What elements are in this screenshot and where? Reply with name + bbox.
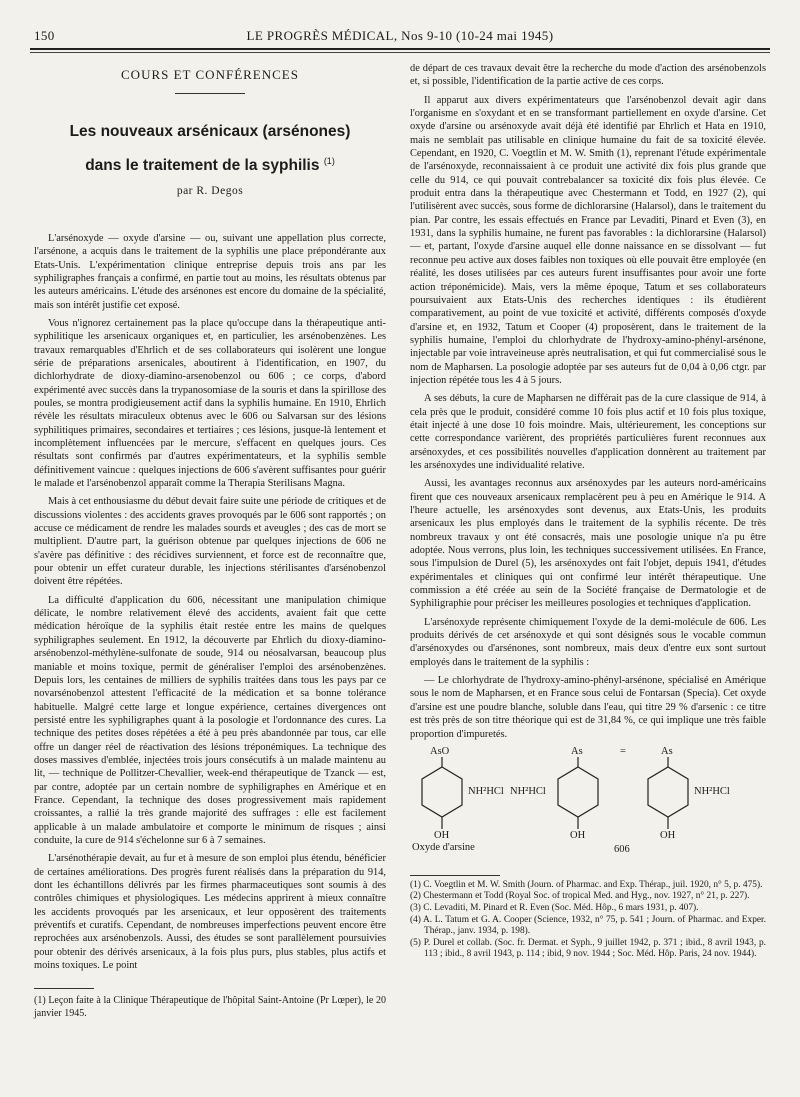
footnote: (1) Leçon faite à la Clinique Thérapeutique de l'hôpital Saint-Antoine (Pr Lœper), le 20 janvier 1945. bbox=[34, 995, 386, 1019]
article-title-text: dans le traitement de la syphilis bbox=[85, 157, 320, 175]
formula-label: OH bbox=[434, 829, 450, 841]
article-title-line1: Les nouveaux arsénicaux (arsénones) bbox=[69, 123, 351, 141]
journal-title: LE PROGRÈS MÉDICAL, Nos 9-10 (10-24 mai 1945) bbox=[246, 28, 554, 43]
reference-item: (1) C. Voegtlin et M. W. Smith (Journ. of Pharmac. and Exp. Thérap., juil. 1920, n° 5, p. 475). bbox=[410, 879, 763, 890]
reference-item: (3) C. Levaditi, M. Pinard et R. Even (Soc. Méd. Hôp., 6 mars 1931, p. 407). bbox=[410, 903, 699, 914]
title-footnote-marker: (1) bbox=[323, 156, 335, 167]
formula-label: As bbox=[661, 745, 673, 757]
formula-caption: Oxyde d'arsine bbox=[412, 841, 475, 853]
benzene-ring-left bbox=[422, 767, 462, 817]
header-rule-thin bbox=[30, 52, 770, 53]
running-head bbox=[34, 28, 766, 50]
chemical-formula-figure bbox=[410, 745, 766, 865]
paragraph: L'arsénoxyde représente chimiquement l'oxyde de la demi-molécule de 606. Les produits dérivés de cet arsénoxyde et qui sont désignés sous le vocable commun d'arsénoxydes ou d'arsénones, sont nombreux, mais deux d'entre eux sont surtout employés dans le traitement de la syphilis : bbox=[410, 616, 766, 668]
section-rule bbox=[175, 93, 245, 94]
paragraph: A ses débuts, la cure de Mapharsen ne différait pas de la cure classique de 914, à cela près que le produit, considéré comme 10 fois plus actif et 10 fois plus toxique, était injecté à une dose 10 fois moindre. Mais, ultérieurement, les conceptions sur cette correspondance varièrent, des propriétés particulières furent reconnues aux arsénoxydes, et ces possibilités nouvelles d'application donnèrent au traitement par les arsénoxydes une individualité relative. bbox=[410, 393, 766, 471]
paragraph: Vous n'ignorez certainement pas la place qu'occupe dans la thérapeutique anti-syphilitique les arsenicaux organiques et, en particulier, les arsénobenzènes. Les travaux remarquables d'Ehrlich et de ses collaborateurs qui isolèrent une longue série de préparations arsenicales, aboutirent à l'identification, en 1907, du dichlorhydrate de dioxy-diamino-arsenobenzol ou 606 ; ce corps, d'abord expérimenté avec succès dans la trypanosomiase de la souris et dans la spirillose des poules, se montra prodigieusement actif dans la syphilis humaine. En 1910, Ehrlich révèle les résultats miraculeux obtenus avec le 606 ou Salvarsan sur des lésions syphilitiques primaires, secondaires et tertiaires ; ces lésions, jusque-là lentement et incomplètement influencées par le mercure, s'effacent en quelques jours. Ces résultats sont confirmés par d'autres expérimentateurs, et la syphilis semble définitivement vaincue : quelques injections de 606 s'avèrent suffisantes pour guérir le malade et l'arsénobenzol apparaît comme la Therapia Sterilisans Magna. bbox=[34, 317, 386, 490]
left-column bbox=[34, 62, 386, 1021]
paragraph: de départ de ces travaux devait être la recherche du mode d'action des arsénobenzols et, si possible, l'identification de la partie active de ces corps. bbox=[410, 63, 766, 88]
header-rule bbox=[30, 48, 770, 50]
byline: par R. Degos bbox=[176, 184, 244, 197]
page-number: 150 bbox=[34, 28, 55, 43]
references-rule bbox=[410, 875, 500, 876]
paragraph: La difficulté d'application du 606, nécessitant une manipulation chimique délicate, le nombre relativement élevé des accidents, avaient fait que cette médication héroïque de la syphilis était restée entre les mains de quelques syphiligraphes seulement. En 1912, la découverte par Ehrlich du dioxy-diamino-arsénobenzol-méthylène-sulfonate de soude, 914 ou néosalvarsan, beaucoup plus maniable et moins toxique, permit de généraliser l'emploi des arsénobenzènes. Depuis lors, les centaines de milliers de syphilis traitées dans tous les pays par ce novarsénobenzol attestent l'efficacité de la médication et sa bonne tolérance habituelle. Malgré cette large et longue expérience, certaines divergences ont persisté entre les syphiligraphes quant à la posologie et l'ordonnance des cures. La technique des petites doses répétées a été à peu près abandonnée par tous, car elle offre un danger réel de réactivation des lésions tréponémiques. La technique des doses massives d'emblée, injectées trois jours consécutifs à un malade maintenu au lit, — technique de Pollitzer-Chevallier, week-end thérapeutique de Tzanck — est, par contre, adoptée par un certain nombre de syphiligraphes en Amérique et en France. Cependant, la technique des doses progressivement mais rapidement croissantes, a rallié la très grande majorité des suffrages : elle est facilement applicable à un malade ambulatoire et comporte le minimum de risques ; ainsi conduite, la cure de 914 s'échelonne sur 6 à 7 semaines. bbox=[34, 594, 386, 846]
formula-label: = bbox=[620, 745, 626, 757]
reference-item: (5) P. Durel et collab. (Soc. fr. Dermat. et Syph., 9 juillet 1942, p. 371 ; ibid., 8 avril 1943, p. 113 ; ibid., 8 avril 1943, p. 114 ; ibid, 9 nov. 1944 ; Soc. Méd. Hôp. Paris, 24 nov. 1944). bbox=[410, 937, 766, 960]
paragraph: L'arsénoxyde — oxyde d'arsine — ou, suivant une appellation plus correcte, l'arsénone, a acquis dans le traitement de la syphilis une place prépondérante aux Etats-Unis. L'expérimentation clinique entreprise depuis trois ans par les syphiligraphes français a confirmé, en partie tout au moins, les résultats obtenus par les auteurs américains. L'étude des arsénones est encore du domaine de la spécialité, mais son intérêt justifie cet exposé. bbox=[34, 232, 386, 311]
formula-label: As bbox=[571, 745, 583, 757]
paragraph: Il apparut aux divers expérimentateurs que l'arsénobenzol devait agir dans l'organisme en s'oxydant et en se transformant partiellement en oxyde d'arsine. Cet oxyde d'arsine ou arsénoxyde avait déjà été identifié par Ehrlich et Hata en 1910, mais ne semblait pas utilisable en clinique humaine du fait de sa toxicité élevée. Cependant, en 1920, C. Voegtlin et M. W. Smith (1), reprenant l'étude expérimentale de l'arsénoxyde, reconnaissaient à ce produit une activité dix fois plus grande que celle du 914, ce qui pouvait contrebalancer sa toxicité dix fois plus élevée. Ce produit entra dans la thérapeutique avec Chestermann et Todd, en 1927 (2), qui l'utilisèrent avec succès, sous forme de dichlorarsine (Halarsol), dans le traitement du pian. Par contre, les essais effectués en France par Levaditi, Pinard et Even (3), en 1931, dans la syphilis humaine, ne furent pas favorables : la dichlorarsine (Halarsol) — et, partant, l'oxyde d'arsine auquel elle donne naissance en se dissolvant — fut reconnue peu active aux doses faibles non toxiques où elle pouvait être employée (en réalité, les doses utilisées par ces auteurs furent insuffisantes pour avoir une forte action tréponémicide). Mais, vers la même époque, Tatum et ses collaborateurs poursuivaient aux Etats-Unis des recherches identiques : ils étudièrent comparativement, au point de vue toxicité et activité, différents composés d'oxyde d'arsine et, en 1932, Tatum et Cooper (4) proposèrent, dans le traitement de la syphilis humaine, l'emploi du chlorhydrate de l'hydroxy-amino-phényl-arsénone, injectable par voie intraveineuse après neutralisation, et qui fut commercialisé sous le nom de Mapharsen. La posologie adoptée par ses auteurs fut de 0,04 à 0,06 ctgr. par injection répétée tous les 4 à 5 jours. bbox=[410, 94, 766, 386]
paragraph: L'arsénothérapie devait, au fur et à mesure de son emploi plus étendu, bénéficier de certaines améliorations. Des progrès furent réalisés dans la préparation du 914, dont les échantillons délivrés par les firmes pharmaceutiques sont soumis à des contrôles chimiques et physiologiques. Les médecins apprirent à mieux connaître les accidents provoqués par les arsenicaux, et leur opposèrent des traitements préventifs et curatifs. Cependant, de nombreuses imperfections peuvent encore être reprochées aux arsénobenzols. Aussi, des études se sont parallèlement poursuivies pour obtenir des dérivés arsenicaux, à la fois plus purs, plus stables, plus actifs et moins toxiques. Le point bbox=[34, 853, 386, 972]
article-title-line2 bbox=[34, 149, 386, 178]
reference-item: (2) Chestermann et Todd (Royal Soc. of tropical Med. and Hyg., nov. 1927, n° 21, p. 227). bbox=[410, 891, 750, 902]
paragraph: Mais à cet enthousiasme du début devait faire suite une période de critiques et de discussions violentes : des accidents graves provoqués par le 606 sont rapportés ; on accuse ce médicament de rendre les malades sourds et aveugles ; des cas de mort se multiplient. D'autre part, la guérison obtenue par quelques injections de 606 ne s'avère pas définitive : des récidives surviennent, et force est de reconnaître que, pour obtenir un effet curateur durable, les injections stérilisantes d'arsénobenzol doivent être répétées. bbox=[34, 496, 386, 588]
references bbox=[410, 880, 766, 961]
formula-label: NH²HCl bbox=[694, 785, 730, 797]
section-label: COURS ET CONFÉRENCES bbox=[121, 67, 299, 82]
formula-label: NH²HCl bbox=[510, 785, 546, 797]
formula-label: OH bbox=[660, 829, 676, 841]
right-column bbox=[410, 62, 766, 961]
benzene-ring-middle bbox=[558, 767, 598, 817]
formula-caption: 606 bbox=[614, 843, 630, 855]
formula-label: OH bbox=[570, 829, 586, 841]
reference-item: (4) A. L. Tatum et G. A. Cooper (Science, 1932, n° 75, p. 541 ; Journ. of Pharmac. and Exper. Thérap., janv. 1934, p. 198). bbox=[410, 914, 766, 937]
benzene-ring-right bbox=[648, 767, 688, 817]
formula-label: NH²HCl bbox=[468, 785, 504, 797]
paragraph: — Le chlorhydrate de l'hydroxy-amino-phényl-arsénone, spécialisé en Amérique sous le nom de Mapharsen, et en France sous celui de Fontarsan (Specia). Cet oxyde d'arsine est une poudre blanche, soluble dans l'eau, qui titre 29 % d'arsenic : ce titre est très près de son titre théorique qui est de 31,84 %, ce qui implique une très faible proportion d'impuretés. bbox=[410, 675, 766, 740]
footnote-rule bbox=[34, 988, 94, 989]
paragraph: Aussi, les avantages reconnus aux arsénoxydes par les auteurs nord-américains firent que ces nouveaux arsenicaux remplacèrent peu à peu en Amérique le 914. A l'heure actuelle, les arsénoxydes sont devenus, aux Etats-Unis, les produits arsenicaux les plus employés dans le traitement de la syphilis récente. De très nombreux travaux y ont été consacrés, mais une posologie unique n'a pu être adoptée. Nous verrons, plus loin, les techniques successivement utilisées. En France, sous l'impulsion de Durel (5), les arsénoxydes ont fait l'objet, depuis 1941, d'études expérimentales et cliniques qui ont confirmé leur intérêt thérapeutique. Une commission a été créée au sein de la Société française de Dermatologie et de Syphiligraphie pour préciser les meilleures posologies et techniques d'application. bbox=[410, 478, 766, 610]
formula-label: AsO bbox=[430, 745, 450, 757]
